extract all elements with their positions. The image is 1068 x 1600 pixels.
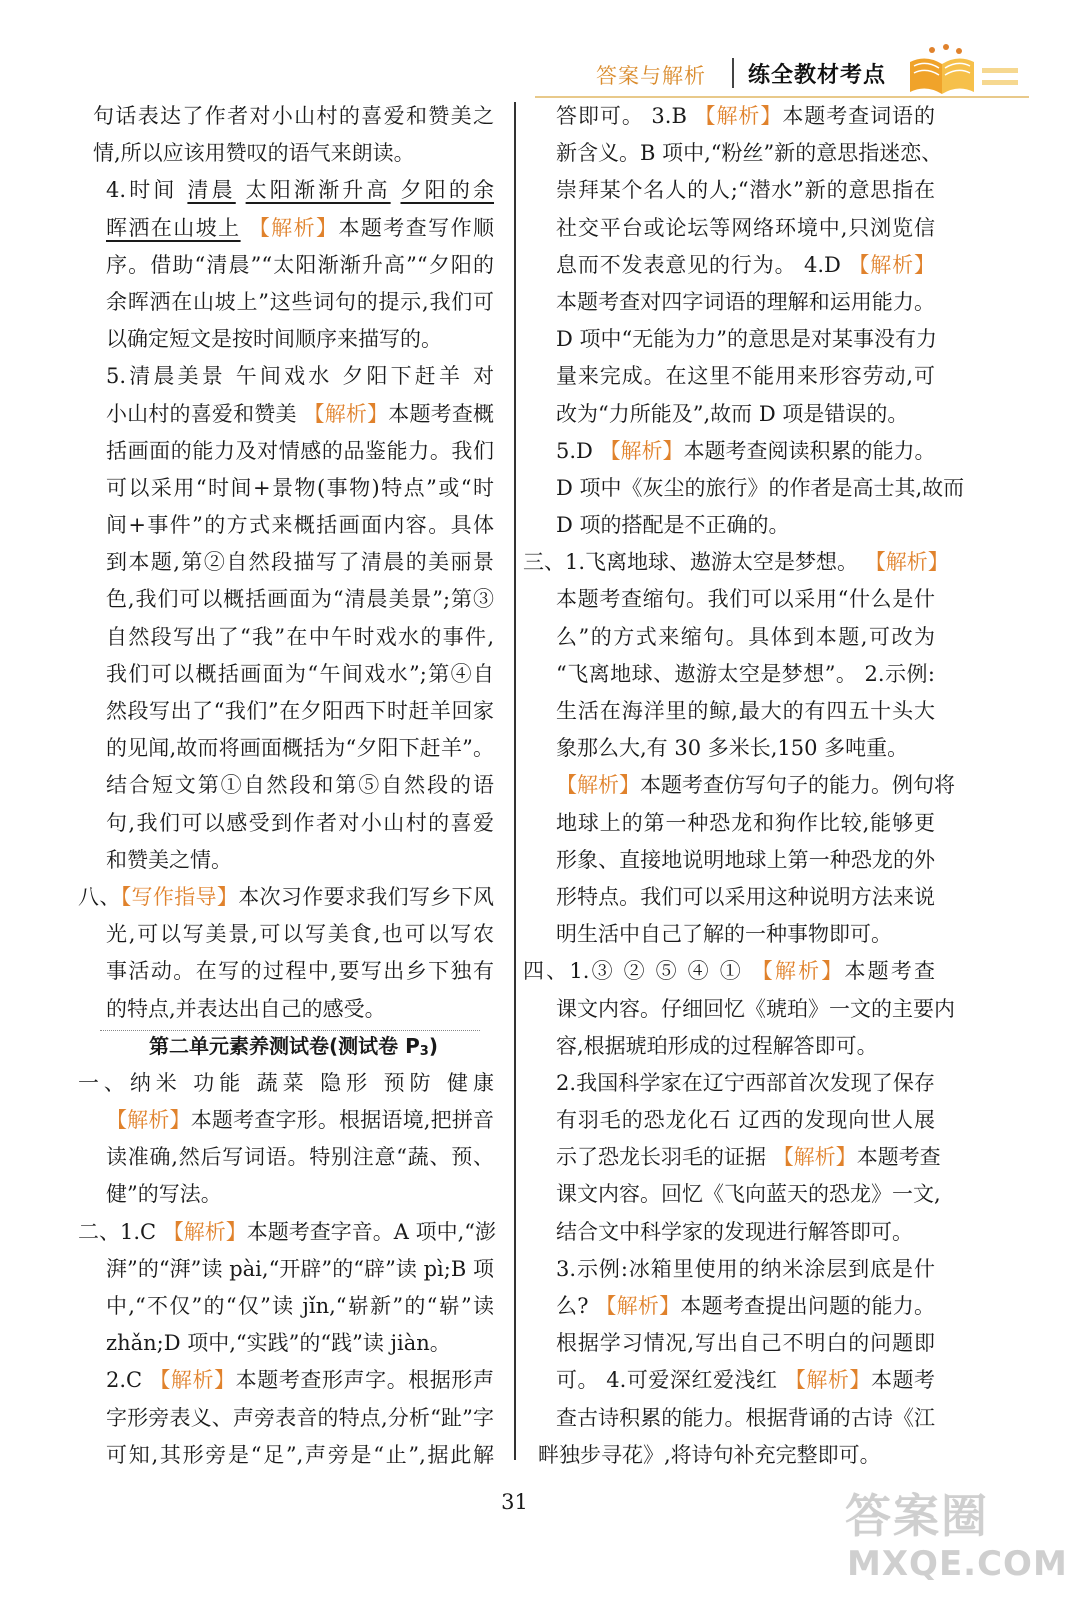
- text-line: 我们可以概括画面为“午间戏水”;第④自: [106, 661, 494, 686]
- watermark: [835, 1480, 1068, 1600]
- text-line: 量来完成。在这里不能用来形容劳动,可: [556, 364, 935, 389]
- text-line: 到本题,第②自然段描写了清晨的美丽景: [106, 550, 494, 575]
- text-line: 的特点,并表达出自己的感受。: [106, 996, 386, 1021]
- watermark-text: 答案圈: [845, 1489, 989, 1543]
- text-line: 和赞美之情。: [106, 847, 232, 872]
- text-line: 根据学习情况,写出自己不明白的问题即: [556, 1331, 935, 1356]
- text-line: 5.D 【解析】本题考查阅读积累的能力。: [556, 438, 936, 463]
- text-line: 的见闻,故而将画面概括为“夕阳下赶羊”。: [106, 736, 494, 761]
- text-line: 间+事件”的方式来概括画面内容。具体: [106, 513, 494, 538]
- text-line: 光,可以写美景,可以写美食,也可以写农: [106, 922, 494, 947]
- text-line: 社交平台或论坛等网络环境中,只浏览信: [556, 215, 935, 240]
- book-title: 练全教材考点: [748, 63, 887, 88]
- text-line: D 项中《灰尘的旅行》的作者是高士其,故而: [556, 475, 965, 500]
- text-line: “飞离地球、遨游太空是梦想”。 2.示例:: [556, 661, 935, 686]
- header-separator: [732, 58, 734, 88]
- text-line: 么”的方式来缩句。具体到本题,可改为: [556, 624, 935, 649]
- text-line: 本题考查缩句。我们可以采用“什么是什: [556, 587, 935, 612]
- text-line: 3.示例:冰箱里使用的纳米涂层到底是什: [556, 1256, 935, 1281]
- text-line: 结合短文第①自然段和第⑤自然段的语: [106, 773, 494, 798]
- text-line: 小山村的喜爱和赞美 【解析】本题考查概: [106, 401, 495, 426]
- text-line: 有羽毛的恐龙化石 辽西的发现向世人展: [556, 1108, 935, 1133]
- text-line: 5.清晨美景 午间戏水 夕阳下赶羊 对: [106, 364, 494, 389]
- text-line: 答即可。 3.B 【解析】本题考查词语的: [556, 104, 936, 128]
- watermark-url: MXQE.COM: [847, 1544, 1068, 1584]
- text-line: 健”的写法。: [106, 1182, 222, 1207]
- text-line: 明生活中自己了解的一种事物即可。: [556, 922, 892, 947]
- underlined-answer: 夕阳的余: [400, 178, 495, 203]
- analysis-tag: 【解析】: [303, 401, 389, 426]
- text-line: 形特点。我们可以采用这种说明方法来说: [556, 884, 935, 909]
- page-header: [0, 0, 1029, 100]
- column-divider: [514, 102, 516, 1460]
- right-column: [523, 98, 965, 1474]
- analysis-tag: 【解析】: [864, 550, 949, 575]
- analysis-tag: 【解析】: [694, 104, 783, 128]
- text-line: 示了恐龙长羽毛的证据 【解析】本题考查: [556, 1145, 941, 1170]
- text-line: 本题考查对四字词语的理解和运用能力。: [556, 289, 935, 314]
- text-line: 晖洒在山坡上 【解析】本题考查写作顺: [106, 215, 495, 240]
- text-line: 句,我们可以感受到作者对小山村的喜爱: [106, 810, 494, 835]
- text-line: 形象、直接地说明地球上第一种恐龙的外: [556, 847, 935, 872]
- text-line: 息而不发表意见的行为。 4.D 【解析】: [556, 252, 936, 277]
- text-line: 【解析】本题考查字形。根据语境,把拼音: [106, 1108, 495, 1133]
- text-line: 句话表达了作者对小山村的喜爱和赞美之: [93, 104, 494, 128]
- text-line: 自然段写出了“我”在中午时戏水的事件,: [106, 624, 494, 649]
- text-line: 三、1.飞离地球、遨游太空是梦想。 【解析】: [523, 550, 949, 575]
- underlined-answer: 清晨: [187, 178, 236, 203]
- text-line: 结合文中科学家的发现进行解答即可。: [556, 1219, 913, 1244]
- text-line: 生活在海洋里的鲸,最大的有四五十头大: [556, 699, 935, 723]
- analysis-tag: 【解析】: [248, 215, 339, 240]
- text-line: 崇拜某个名人的人;“潜水”新的意思指在: [556, 178, 935, 203]
- section-divider: [100, 1030, 480, 1031]
- text-line: 畔独步寻花》,将诗句补充完整即可。: [538, 1442, 881, 1467]
- text-line: 事活动。在写的过程中,要写出乡下独有: [106, 959, 494, 984]
- text-line: 序。借助“清晨”“太阳渐渐升高”“夕阳的: [106, 252, 494, 277]
- text-line: 2.C 【解析】本题考查形声字。根据形声: [106, 1368, 495, 1393]
- text-line: 2.我国科学家在辽宁西部首次发现了保存: [556, 1070, 935, 1095]
- section-heading: 第二单元素养测试卷(测试卷 P3): [149, 1033, 438, 1059]
- text-line: 课文内容。回忆《飞向蓝天的恐龙》一文,: [556, 1182, 941, 1207]
- analysis-tag: 【解析】: [149, 1368, 236, 1393]
- text-line: 以确定短文是按时间顺序来描写的。: [106, 327, 442, 352]
- analysis-tag: 【写作指导】: [120, 884, 239, 909]
- analysis-tag: 【解析】: [772, 1145, 857, 1170]
- text-line: D 项中“无能为力”的意思是对某事没有力: [556, 327, 937, 352]
- text-line: 查古诗积累的能力。根据背诵的古诗《江: [556, 1405, 935, 1430]
- text-line: 情,所以应该用赞叹的语气来朗读。: [93, 141, 415, 166]
- text-line: 中,“不仅”的“仅”读 jǐn,“崭新”的“崭”读: [106, 1294, 494, 1318]
- text-line: 容,根据琥珀形成的过程解答即可。: [556, 1033, 878, 1058]
- text-line: D 项的搭配是不正确的。: [556, 513, 790, 538]
- section-label: 答案与解析: [596, 64, 706, 88]
- analysis-tag: 【解析】: [784, 1368, 871, 1393]
- analysis-tag: 【解析】: [162, 1219, 247, 1244]
- text-line: 可知,其形旁是“足”,声旁是“止”,据此解: [106, 1442, 494, 1467]
- text-line: 么? 【解析】本题考查提出问题的能力。: [556, 1294, 936, 1318]
- text-line: 括画面的能力及对情感的品鉴能力。我们: [106, 438, 494, 463]
- underlined-answer: 晖洒在山坡上: [106, 215, 241, 240]
- text-line: 一、纳米 功能 蔬菜 隐形 预防 健康: [78, 1070, 494, 1095]
- text-line: zhǎn;D 项中,“实践”的“践”读 jiàn。: [106, 1331, 451, 1356]
- text-line: 字形旁表义、声旁表音的特点,分析“趾”字: [106, 1405, 494, 1430]
- text-line: 可以采用“时间+景物(事物)特点”或“时: [106, 475, 494, 500]
- text-line: 八、【写作指导】本次习作要求我们写乡下风: [78, 884, 495, 909]
- open-book-logo-icon: [902, 42, 1022, 102]
- text-line: 四、1.③ ② ⑤ ④ ① 【解析】本题考查: [523, 959, 936, 984]
- analysis-tag: 【解析】: [599, 438, 684, 463]
- left-column: [78, 98, 497, 1474]
- page-number: 31: [501, 1490, 528, 1514]
- analysis-tag: 【解析】: [595, 1294, 681, 1318]
- text-line: 然段写出了“我们”在夕阳西下时赶羊回家: [106, 699, 494, 723]
- text-line: 湃”的“湃”读 pài,“开辟”的“辟”读 pì;B 项: [106, 1256, 494, 1281]
- text-line: 象那么大,有 30 多米长,150 多吨重。: [556, 736, 909, 761]
- text-line: 改为“力所能及”,故而 D 项是错误的。: [556, 401, 909, 426]
- text-line: 可。 4.可爱深红爱浅红 【解析】本题考: [556, 1368, 936, 1393]
- text-line: 二、1.C 【解析】本题考查字音。A 项中,“澎: [78, 1219, 497, 1244]
- text-line: 新含义。B 项中,“粉丝”新的意思指迷恋、: [556, 141, 943, 166]
- text-line: 色,我们可以概括画面为“清晨美景”;第③: [106, 587, 494, 612]
- text-line: 读准确,然后写词语。特别注意“蔬、预、: [106, 1145, 494, 1170]
- text-line: 课文内容。仔细回忆《琥珀》一文的主要内: [556, 996, 955, 1021]
- analysis-tag: 【解析】: [848, 252, 936, 277]
- analysis-tag: 【解析】: [106, 1108, 191, 1133]
- text-line: 【解析】本题考查仿写句子的能力。例句将: [556, 773, 955, 798]
- underlined-answer: 太阳渐渐升高: [245, 178, 391, 203]
- analysis-tag: 【解析】: [751, 959, 845, 984]
- analysis-tag: 【解析】: [556, 773, 640, 798]
- text-line: 地球上的第一种恐龙和狗作比较,能够更: [556, 810, 935, 835]
- text-line: 4.时间 清晨 太阳渐渐升高 夕阳的余: [106, 178, 495, 203]
- text-line: 余晖洒在山坡上”这些词句的提示,我们可: [106, 289, 494, 314]
